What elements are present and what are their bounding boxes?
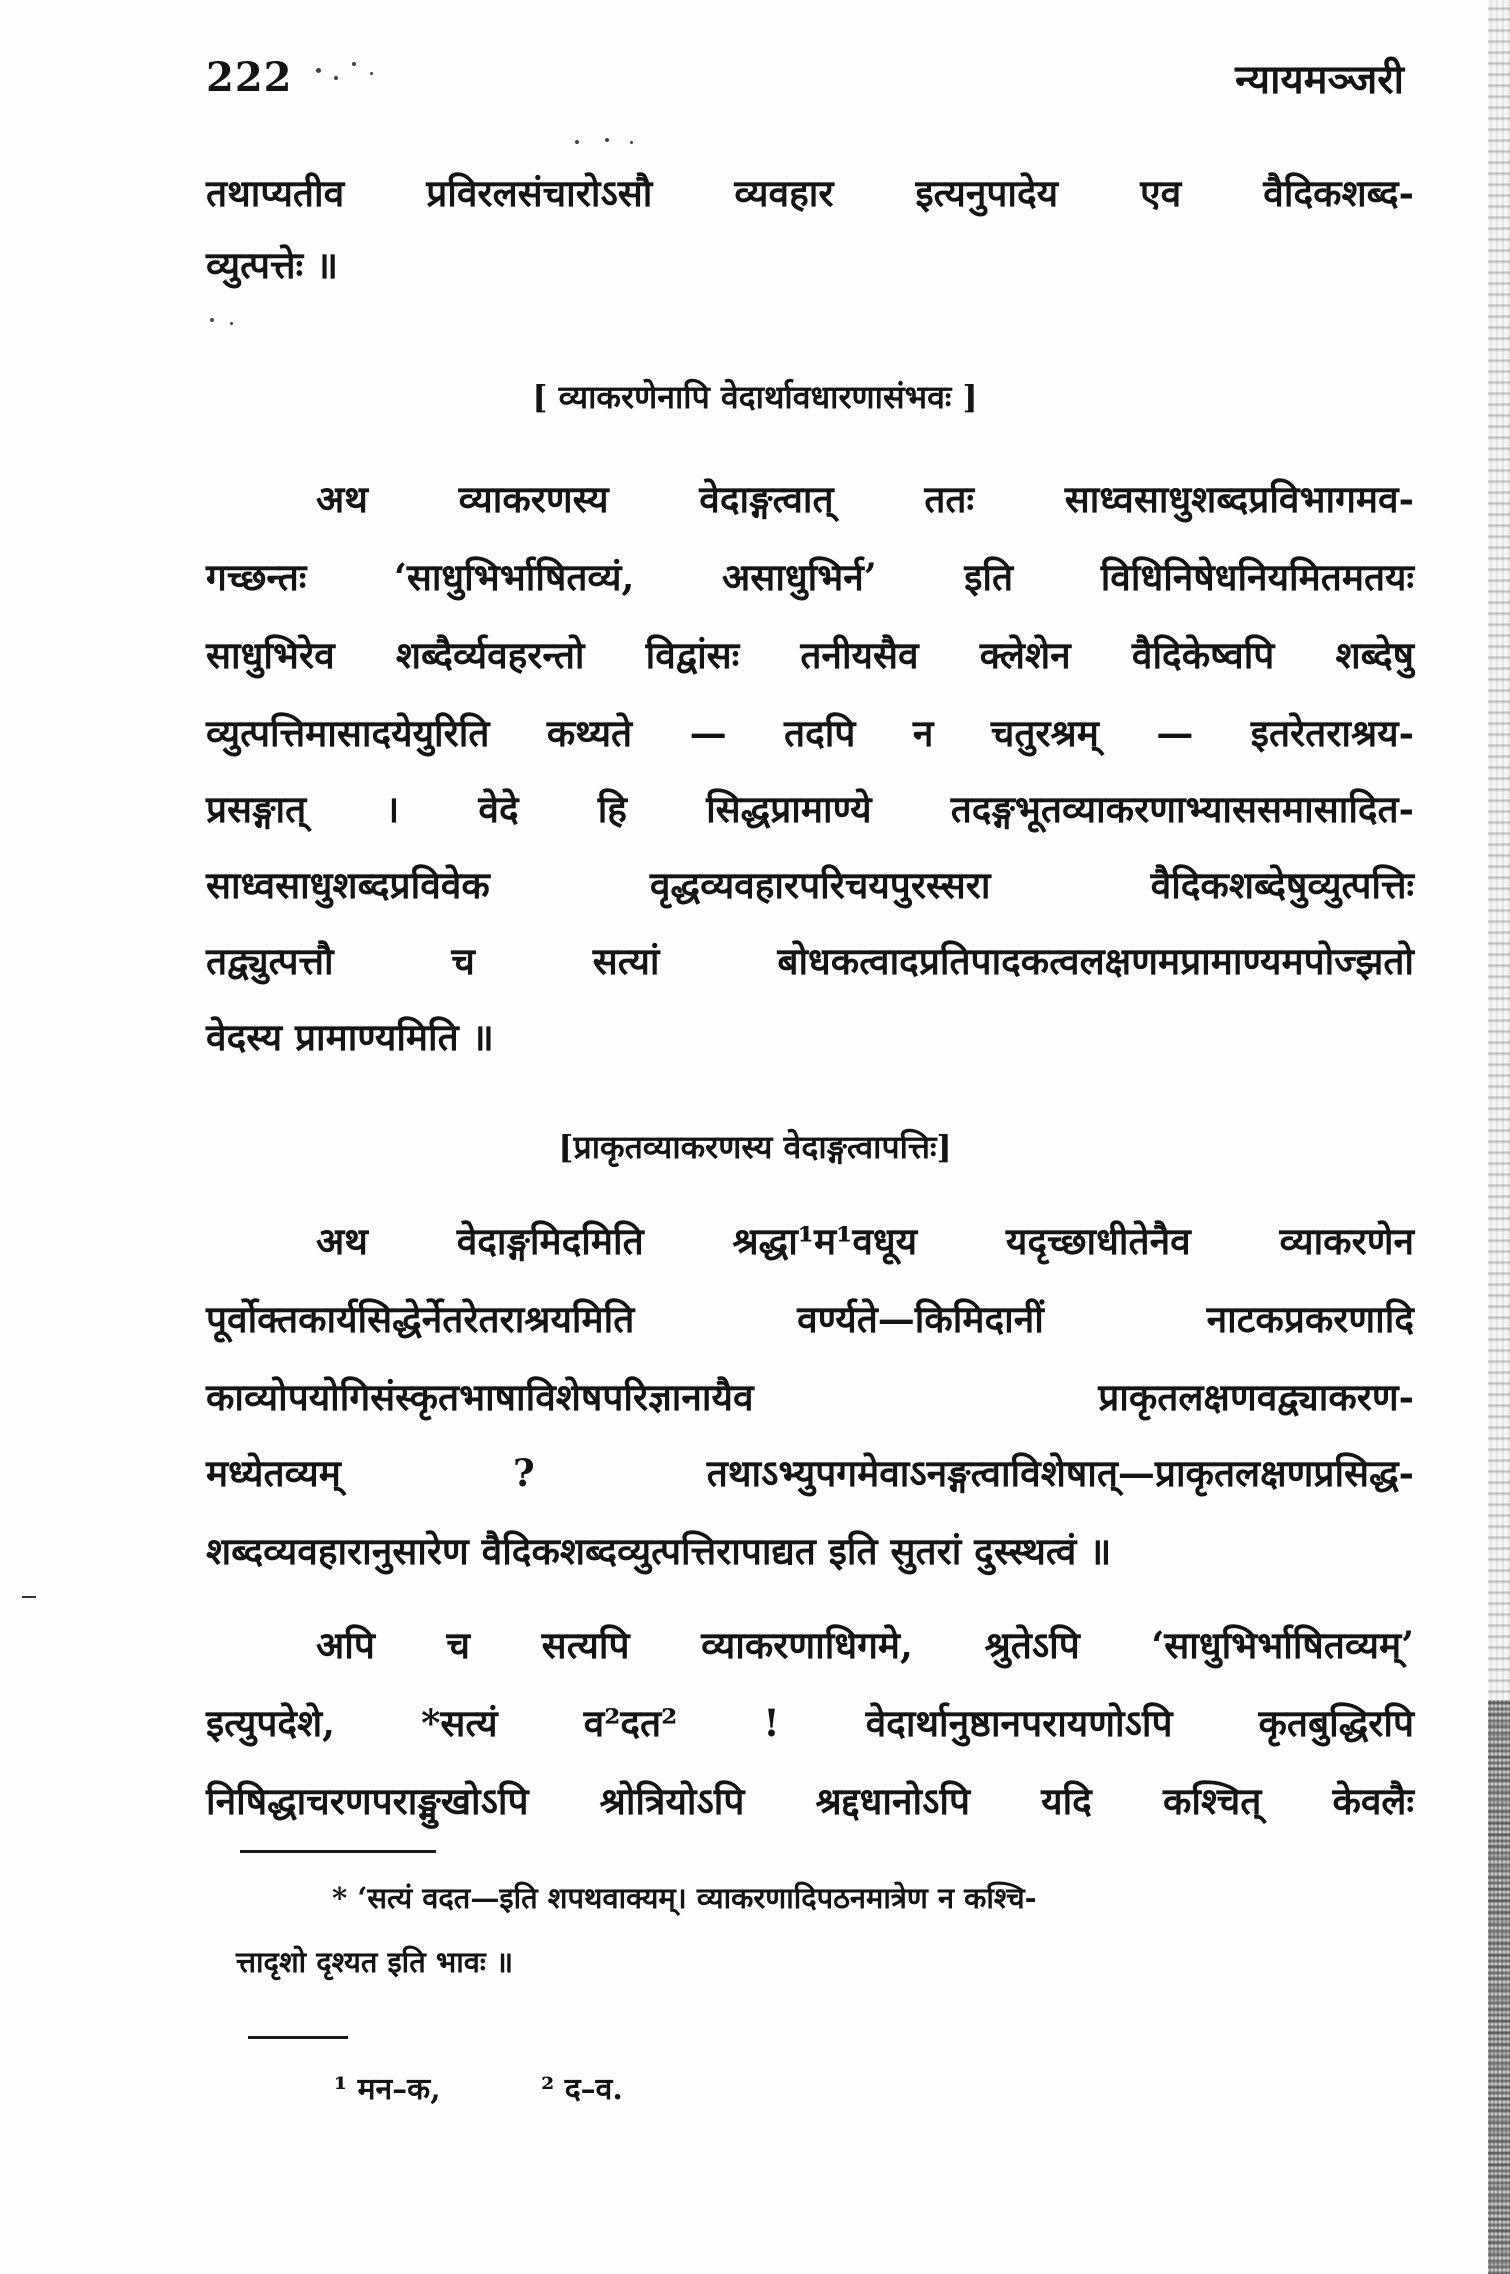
text-line: वेदस्य प्रामाण्यमिति ॥ (206, 1015, 494, 1059)
text-line: तद्व्युत्पत्तौ च सत्यां बोधकत्वादप्रतिपादकत्वलक्षणमप्रामाण्यमपोज्झतो (206, 939, 1414, 983)
scan-speck (316, 68, 321, 73)
text-line: व्युत्पत्तिमासादयेयुरिति कथ्यते — तदपि न चतुरश्रम् — इतरेतराश्रय- (206, 711, 1414, 755)
scan-speck (575, 140, 579, 144)
text-line: मध्येतव्यम् ? तथाऽभ्युपगमेवाऽनङ्गत्वाविशेषात्—प्राकृतलक्षणप्रसिद्ध- (206, 1451, 1414, 1495)
text-line: पूर्वोक्तकार्यसिद्धेर्नेतरेतराश्रयमिति वर्ण्यते—किमिदानीं नाटकप्रकरणादि (206, 1297, 1414, 1341)
running-title: न्यायमञ्जरी (1235, 56, 1404, 103)
text-line: व्युत्पत्तेः ॥ (206, 243, 339, 287)
text-line: काव्योपयोगिसंस्कृतभाषाविशेषपरिज्ञानायैव प्राकृतलक्षणवद्व्याकरण- (206, 1375, 1414, 1419)
text-line: इत्युपदेशे, *सत्यं व²दत² ! वेदार्थानुष्ठानपरायणोऽपि कृतबुद्धिरपि (206, 1701, 1414, 1745)
variant-reading: ² द–व. (541, 2072, 623, 2107)
variant-reading: ¹ मन–क, (334, 2072, 441, 2107)
footnote-line: * ‘सत्यं वदत—इति शपथवाक्यम्। व्याकरणादिपठनमात्रेण न कश्चि- (332, 1881, 1037, 1915)
scan-edge-noise-bottom (1488, 1700, 1510, 2274)
variants-separator (248, 2036, 348, 2039)
page-number: 222 (206, 54, 293, 101)
scan-speck (605, 138, 609, 142)
section-heading: [प्राकृतव्याकरणस्य वेदाङ्गत्वापत्तिः] (558, 1128, 952, 1166)
text-line: गच्छन्तः ‘साधुभिर्भाषितव्यं, असाधुभिर्न’ इति विधिनिषेधनियमितमतयः (206, 555, 1414, 599)
scan-speck (370, 72, 373, 75)
text-line: निषिद्धाचरणपराङ्मुखोऽपि श्रोत्रियोऽपि श्रद्दधानोऽपि यदि कश्चित् केवलैः (206, 1779, 1414, 1823)
text-line: तथाप्यतीव प्रविरलसंचारोऽसौ व्यवहार इत्यनुपादेय एव वैदिकशब्द- (206, 171, 1414, 215)
footnote-line: त्तादृशो दृश्यत इति भावः ॥ (236, 1945, 514, 1979)
text-line: साध्वसाधुशब्दप्रविवेक वृद्धव्यवहारपरिचयपुरस्सरा वैदिकशब्देषुव्युत्पत्तिः (206, 863, 1414, 907)
paragraph-first-line: अथ वेदाङ्गमिदमिति श्रद्धा¹म¹वधूय यदृच्छाधीतेनैव व्याकरणेन (316, 1219, 1414, 1263)
text-line: प्रसङ्गात् । वेदे हि सिद्धप्रामाण्ये तदङ्गभूतव्याकरणाभ्याससमासादित- (206, 787, 1414, 831)
text-line: शब्दव्यवहारानुसारेण वैदिकशब्दव्युत्पत्तिरापाद्यत इति सुतरां दुस्स्थत्वं ॥ (206, 1529, 1112, 1573)
scan-speck (230, 322, 233, 325)
paragraph-first-line: अपि च सत्यपि व्याकरणाधिगमे, श्रुतेऽपि ‘साधुभिर्भाषितव्यम्’ (316, 1623, 1414, 1667)
text-line: साधुभिरेव शब्दैर्व्यवहरन्तो विद्वांसः तनीयसैव क्लेशेन वैदिकेष्वपि शब्देषु (206, 633, 1414, 677)
variant-readings (334, 2064, 623, 2116)
paragraph-first-line: अथ व्याकरणस्य वेदाङ्गत्वात् ततः साध्वसाधुशब्दप्रविभागमव- (316, 477, 1414, 521)
scan-speck (334, 76, 338, 80)
scan-speck (352, 62, 356, 66)
section-heading: [ व्याकरणेनापि वेदार्थावधारणासंभवः ] (532, 378, 978, 416)
margin-mark (22, 1596, 36, 1598)
scan-speck (210, 318, 214, 322)
scan-speck (630, 141, 633, 144)
footnote-separator (240, 1850, 436, 1853)
